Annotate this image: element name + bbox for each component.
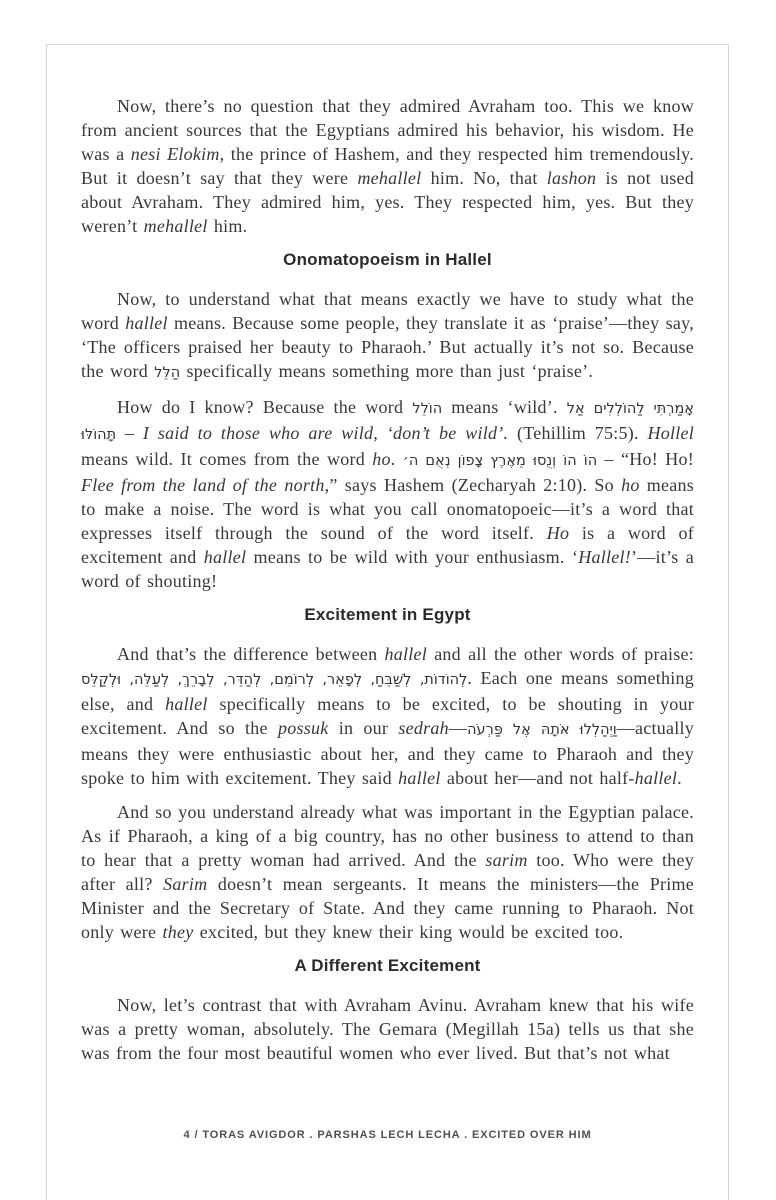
body-paragraph-difference-between-hallel: And that’s the difference between hallel and all the other words of praise: לְהוֹדוֹת, לְשַׁבֵּחַ, לְפָאֵר, לְרוֹמֵם, לְהַדֵּר, לְבָרֵךְ, לְעַלֵּה, וּלְקַלֵּס. Each one means something else, and hallel specifically means to be excited, to be shouting in your excitement. And so the possuk in our sedrah—וַיְהַלְלוּ אֹתָהּ אֶל פַּרְעֹה—actually means they were enthusiastic about her, and they came to Pharaoh and they spoke to him with excitement. They said hallel about her—and not half-hallel. xyxy=(81,644,694,788)
page-footer: 4 / TORAS AVIGDOR . PARSHAS LECH LECHA . EXCITED OVER HIM xyxy=(183,1129,592,1141)
body-paragraph-understand-hallel: Now, to understand what that means exactly we have to study what the word hallel means. Because some people, they translate it as ‘praise’—they say, ‘The officers praised her beauty to Pharaoh.’ But actually it’s not so. Because the word הַלֵּל specifically means something more than just ‘praise’. xyxy=(81,289,695,381)
hebrew-phrase: אָמַרְתִּי לַהוֹלְלִים אַל תָּהוֹלּוּ xyxy=(81,401,694,443)
body-paragraph-how-do-i-know: How do I know? Because the word הוֹלֵל means ‘wild’. אָמַרְתִּי לַהוֹלְלִים אַל תָּהוֹלּוּ – I said to those who are wild, ‘don’t be wild’. (Tehillim 75:5). Hollel means wild. It comes from the word ho. הוֹ הוֹ וְנֻסוּ מֵאֶרֶץ צָפוֹן נְאֻם ה׳ – “Ho! Ho! Flee from the land of the north,” says Hashem (Zecharyah 2:10). So ho means to make a noise. The word is what you call onomatopoeic—it’s a word that expresses itself through the sound of the word itself. Ho is a word of excitement and hallel means to be wild with your enthusiasm. ‘Hallel!’—it’s a word of shouting! xyxy=(81,397,695,591)
document-page xyxy=(46,44,729,1200)
hebrew-phrase: הַלֵּל xyxy=(154,365,181,381)
section-heading-a-different-excitement: A Different Excitement xyxy=(294,956,481,975)
page-content xyxy=(47,45,728,1065)
hebrew-phrase: הוֹלֵל xyxy=(412,401,443,417)
body-paragraph-admired-avraham: Now, there’s no question that they admired Avraham too. This we know from ancient sources that the Egyptians admired his behavior, his wisdom. He was a nesi Elokim, the prince of Hashem, and they respected him tremendously. But it doesn’t say that they were mehallel him. No, that lashon is not used about Avraham. They admired him, yes. They respected him, yes. But they weren’t mehallel him. xyxy=(81,96,695,236)
hebrew-phrase: וַיְהַלְלוּ אֹתָהּ אֶל פַּרְעֹה xyxy=(467,722,617,738)
section-heading-onomatopoeism-in-hallel: Onomatopoeism in Hallel xyxy=(283,250,492,269)
hebrew-phrase: הוֹ הוֹ וְנֻסוּ מֵאֶרֶץ צָפוֹן נְאֻם ה׳ xyxy=(402,453,598,469)
section-heading-excitement-in-egypt: Excitement in Egypt xyxy=(304,605,471,624)
body-paragraph-contrast-avraham: Now, let’s contrast that with Avraham Avinu. Avraham knew that his wife was a pretty woman, absolutely. The Gemara (Megillah 15a) tells us that she was from the four most beautiful women who ever lived. But that’s not what xyxy=(81,995,694,1063)
hebrew-phrase: לְהוֹדוֹת, לְשַׁבֵּחַ, לְפָאֵר, לְרוֹמֵם, לְהַדֵּר, לְבָרֵךְ, לְעַלֵּה, וּלְקַלֵּס xyxy=(81,672,468,688)
body-paragraph-egyptian-palace: And so you understand already what was important in the Egyptian palace. As if Pharaoh, a king of a big country, has no other business to attend to than to hear that a pretty woman had arrived. And the sarim too. Who were they after all? Sarim doesn’t mean sergeants. It means the ministers—the Prime Minister and the Secretary of State. And they came running to Pharaoh. Not only were they excited, but they knew their king would be excited too. xyxy=(81,802,694,942)
